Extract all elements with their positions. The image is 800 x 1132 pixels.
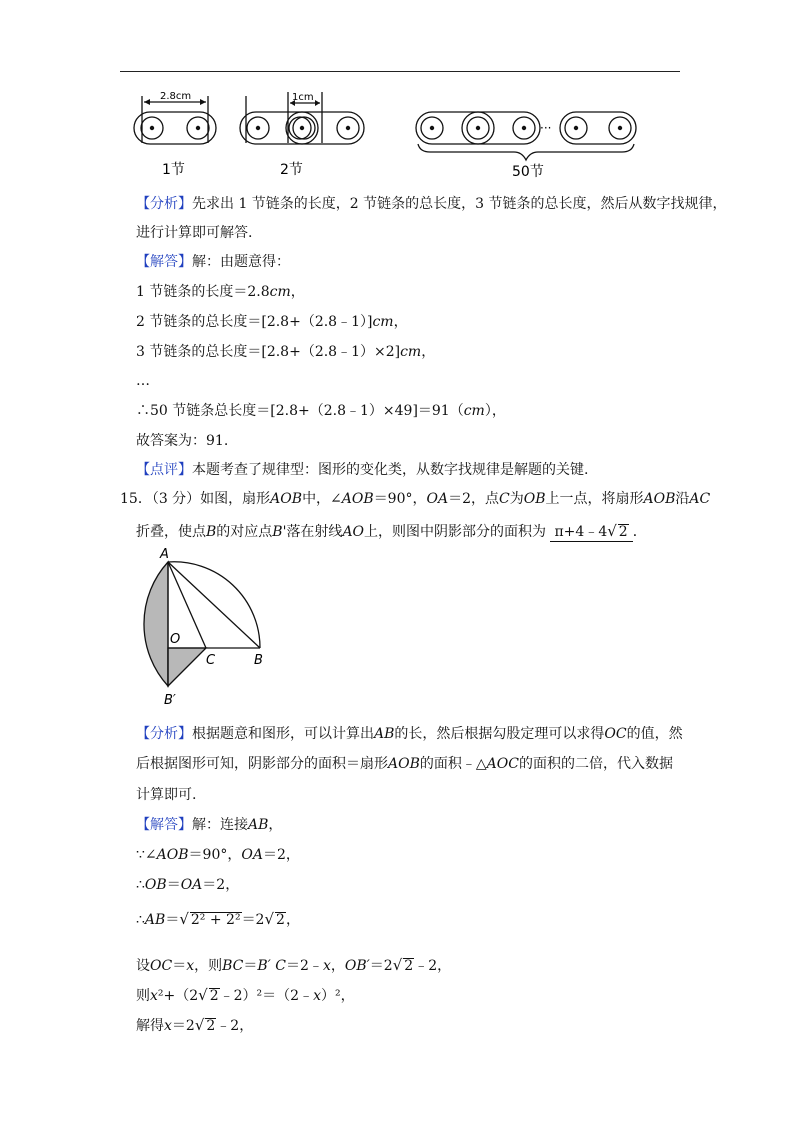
chain-figure: [130, 88, 650, 183]
answer-tag: 【解答】: [136, 254, 192, 270]
q15-line-2: ∴OB＝OA＝2，: [136, 877, 240, 893]
analysis-tag: 【分析】: [136, 196, 192, 212]
q14-step-1: 1 节链条的长度＝2.8cm，: [136, 284, 305, 300]
comment-tag: 【点评】: [136, 462, 192, 478]
q15-statement-line-1: 15．（3 分）如图，扇形AOB中，∠AOB＝90°，OA＝2，点C为OB上一点，将扇形AOB沿AC: [120, 491, 711, 507]
q15-analysis-line-1: 【分析】根据题意和图形，可以计算出AB的长，然后根据勾股定理可以求得OC的值，然: [136, 726, 683, 742]
q15-line-1: ∵∠AOB＝90°，OA＝2，: [136, 847, 300, 863]
q15-line-3: ∴AB＝√ 2² + 2²＝2√ 2，: [136, 910, 300, 928]
q14-step-3: 3 节链条的总长度＝[2.8+（2.8﹣1）×2]cm，: [136, 344, 436, 360]
q15-analysis-line-3: 计算即可.: [136, 787, 197, 803]
point-B-prime: B′: [164, 693, 176, 708]
caption-2: 2节: [280, 162, 303, 178]
q15-statement-line-2: 折叠，使点B的对应点B'落在射线AO上，则图中阴影部分的面积为 π+4﹣4√ 2 ．: [136, 522, 647, 540]
caption-1: 1节: [162, 162, 185, 178]
chain-ellipsis: ···: [540, 121, 552, 135]
q14-comment: 【点评】本题考查了规律型：图形的变化类，从数字找规律是解题的关键.: [136, 462, 589, 478]
point-B: B: [254, 653, 263, 668]
q15-line-5: 则x²+（2√ 2﹣2）²＝（2﹣x）²，: [136, 986, 355, 1004]
q14-step-50: ∴50 节链条总长度＝[2.8+（2.8﹣1）×49]＝91（cm），: [136, 403, 506, 419]
header-rule: [120, 71, 680, 72]
q15-line-6: 解得x＝2√ 2﹣2，: [136, 1016, 254, 1034]
point-C: C: [206, 653, 216, 668]
caption-50: 50节: [512, 164, 544, 180]
q14-final: 故答案为：91.: [136, 433, 229, 449]
point-A: A: [160, 547, 169, 562]
q15-answer-intro: 【解答】解：连接AB，: [136, 817, 283, 833]
q14-step-2: 2 节链条的总长度＝[2.8+（2.8﹣1）]cm，: [136, 314, 408, 330]
q14-dots: …: [136, 373, 150, 389]
answer-blank: π+4﹣4√ 2: [550, 522, 632, 542]
label-2-8cm: 2.8cm: [160, 91, 192, 102]
q15-line-4: 设OC＝x，则BC＝B′ C＝2﹣x，OB′＝2√ 2﹣2，: [136, 956, 452, 974]
q14-analysis-line-2: 进行计算即可解答.: [136, 225, 253, 241]
sector-figure: [130, 540, 280, 710]
label-1cm: 1cm: [292, 92, 314, 103]
q14-answer-intro: 【解答】解：由题意得：: [136, 254, 290, 270]
point-O: O: [170, 632, 181, 647]
q14-analysis-line-1: 【分析】先求出 1 节链条的长度，2 节链条的总长度，3 节链条的总长度，然后从数字找规律，: [136, 196, 727, 212]
q15-analysis-line-2: 后根据图形可知，阴影部分的面积＝扇形AOB的面积﹣△AOC的面积的二倍，代入数据: [136, 756, 673, 772]
